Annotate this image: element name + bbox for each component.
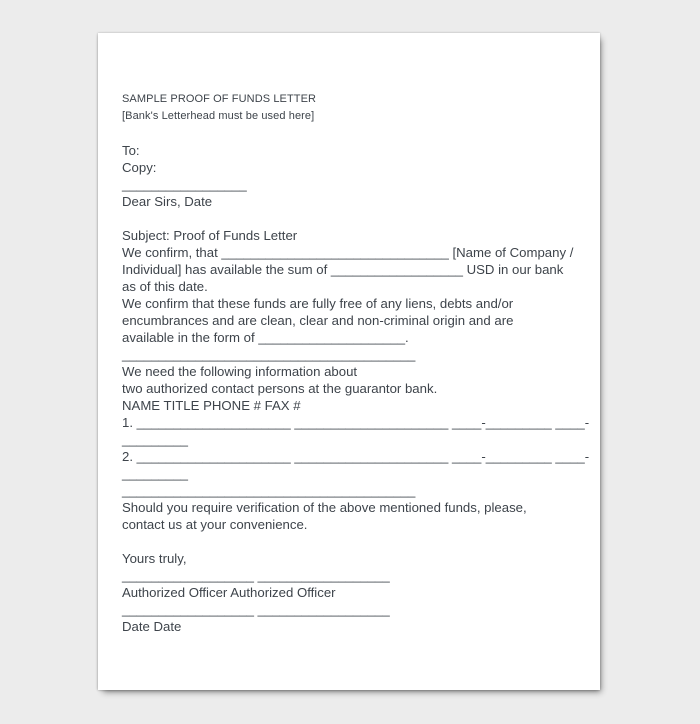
body-line: Should you require verification of the above mentioned funds, please, (122, 500, 527, 515)
body-line: available in the form of ____________________. (122, 330, 409, 345)
body-line: two authorized contact persons at the guarantor bank. (122, 381, 438, 396)
date-blank-line: __________________ __________________ (122, 602, 390, 617)
subject-line: Subject: Proof of Funds Letter (122, 228, 298, 243)
body-line: as of this date. (122, 279, 208, 294)
blank-line (122, 210, 586, 227)
letterhead-note: [Bank's Letterhead must be used here] (122, 110, 315, 122)
signature-label-line: Authorized Officer Authorized Officer (122, 585, 336, 600)
blank-line (122, 125, 586, 142)
contact-row-2-line: 2. _____________________ _____________________ ____-_________ ____- (122, 449, 590, 464)
body-line: contact us at your convenience. (122, 517, 308, 532)
body-line: Individual] has available the sum of __________________ USD in our bank (122, 262, 564, 277)
contact-row-1-line: 1. _____________________ _____________________ ____-_________ ____- (122, 415, 590, 430)
letter-page (98, 33, 600, 690)
contact-row-2-continuation: _________ (122, 466, 189, 481)
blank-line (122, 533, 586, 550)
fill-in-blank-line: ________________________________________ (122, 483, 416, 498)
body-line: We confirm, that _______________________________ [Name of Company / (122, 245, 574, 260)
closing-line: Yours truly, (122, 551, 187, 566)
salutation-line: Dear Sirs, Date (122, 194, 213, 209)
body-line: encumbrances and are clean, clear and non-criminal origin and are (122, 313, 514, 328)
signature-blank-line: __________________ __________________ (122, 568, 390, 583)
copy-line: Copy: (122, 160, 157, 175)
fill-in-blank-line: ________________________________________ (122, 347, 416, 362)
signature-blank-line: _________________ (122, 177, 247, 192)
contact-table-header-line: NAME TITLE PHONE # FAX # (122, 398, 301, 413)
date-label-line: Date Date (122, 619, 182, 634)
contact-row-1-continuation: _________ (122, 432, 189, 447)
letter-title: SAMPLE PROOF OF FUNDS LETTER (122, 93, 317, 105)
to-line: To: (122, 143, 140, 158)
body-line: We confirm that these funds are fully free of any liens, debts and/or (122, 296, 514, 311)
body-line: We need the following information about (122, 364, 358, 379)
